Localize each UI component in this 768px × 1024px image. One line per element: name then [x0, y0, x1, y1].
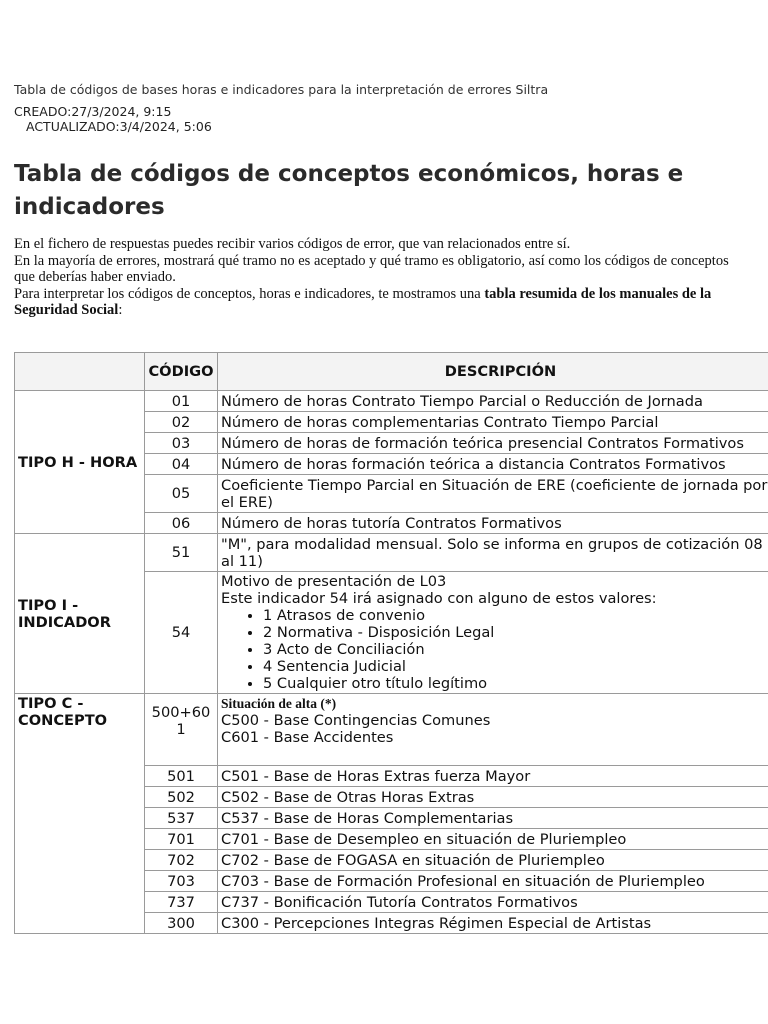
row-code: 01 [145, 391, 218, 412]
article-meta [14, 104, 212, 134]
intro-paragraph-3-end: : [118, 302, 123, 319]
row-description: C501 - Base de Horas Extras fuerza Mayor [218, 766, 768, 787]
row-code: 06 [145, 513, 218, 534]
created-date: CREADO:27/3/2024, 9:15 [14, 104, 172, 119]
row-code: 537 [145, 808, 218, 829]
row-code: 501 [145, 766, 218, 787]
row-description: C702 - Base de FOGASA en situación de Pluriempleo [218, 850, 768, 871]
group-label-concepto: TIPO C - CONCEPTO [15, 694, 145, 934]
header-type [15, 353, 145, 391]
row-description: Número de horas complementarias Contrato Tiempo Parcial [218, 412, 768, 433]
intro-paragraph-3-text: Para interpretar los códigos de conceptos, horas e indicadores, te mostramos una [14, 285, 485, 302]
intro-bold-text: tabla resumida de los manuales de la Seguridad Social [14, 285, 712, 319]
row-description: C701 - Base de Desempleo en situación de Pluriempleo [218, 829, 768, 850]
list-item: • 3 Acto de Conciliación [263, 641, 768, 658]
list-item: • 5 Cualquier otro título legítimo [263, 675, 768, 692]
row-description [218, 572, 768, 694]
row-description: Número de horas tutoría Contratos Formativos [218, 513, 768, 534]
row-description: Número de horas de formación teórica presencial Contratos Formativos [218, 433, 768, 454]
concept-line-1: C500 - Base Contingencias Comunes [221, 712, 491, 729]
row-code: 05 [145, 475, 218, 513]
intro-paragraph-2: En la mayoría de errores, mostrará qué tramo no es aceptado y qué tramo es obligatorio, así como los códigos de conceptos que deberías haber enviado. [14, 252, 729, 286]
header-description: DESCRIPCIÓN [218, 353, 768, 391]
list-item: • 4 Sentencia Judicial [263, 658, 768, 675]
row-description: C537 - Base de Horas Complementarias [218, 808, 768, 829]
concept-line-2: C601 - Base Accidentes [221, 729, 394, 746]
page-title: Tabla de códigos de conceptos económicos, horas e indicadores [14, 161, 684, 220]
row-description: C737 - Bonificación Tutoría Contratos Formativos [218, 892, 768, 913]
row-code: 502 [145, 787, 218, 808]
situation-heading: Situación de alta (*) [221, 696, 337, 711]
intro-paragraph-1: En el fichero de respuestas puedes recibir varios códigos de error, que van relacionados entre sí. [14, 236, 571, 252]
group-label-hora: TIPO H - HORA [15, 391, 145, 534]
indicator-line-1: Motivo de presentación de L03 [221, 573, 447, 590]
header-code: CÓDIGO [145, 353, 218, 391]
row-description: C502 - Base de Otras Horas Extras [218, 787, 768, 808]
intro-text [14, 236, 734, 319]
row-code: 02 [145, 412, 218, 433]
row-code: 702 [145, 850, 218, 871]
row-description: C703 - Base de Formación Profesional en situación de Pluriempleo [218, 871, 768, 892]
intro-paragraph-3 [14, 286, 734, 319]
row-description: Número de horas formación teórica a distancia Contratos Formativos [218, 454, 768, 475]
table-row [15, 694, 768, 766]
list-item: • 2 Normativa - Disposición Legal [263, 624, 768, 641]
row-description: Coeficiente Tiempo Parcial en Situación de ERE (coeficiente de jornada por el ERE) [218, 475, 768, 513]
table-row [15, 391, 768, 412]
row-description [218, 694, 768, 766]
breadcrumb[interactable]: Tabla de códigos de bases horas e indicadores para la interpretación de errores Siltra [14, 82, 549, 97]
codes-table [14, 352, 768, 934]
row-code: 03 [145, 433, 218, 454]
updated-date: ACTUALIZADO:3/4/2024, 5:06 [26, 119, 212, 134]
row-description: "M", para modalidad mensual. Solo se informa en grupos de cotización 08 al 11) [218, 534, 768, 572]
row-code: 51 [145, 534, 218, 572]
row-code: 500+601 [145, 694, 218, 766]
list-item: • 1 Atrasos de convenio [263, 607, 768, 624]
group-label-indicador: TIPO I - INDICADOR [15, 534, 145, 694]
indicator-values-list [221, 607, 768, 692]
row-code: 701 [145, 829, 218, 850]
row-description: Número de horas Contrato Tiempo Parcial o Reducción de Jornada [218, 391, 768, 412]
table-row [15, 534, 768, 572]
row-code: 703 [145, 871, 218, 892]
indicator-line-2: Este indicador 54 irá asignado con alguno de estos valores: [221, 590, 657, 607]
row-code: 54 [145, 572, 218, 694]
row-code: 300 [145, 913, 218, 934]
row-description: C300 - Percepciones Integras Régimen Especial de Artistas [218, 913, 768, 934]
row-code: 737 [145, 892, 218, 913]
row-code: 04 [145, 454, 218, 475]
table-header-row [15, 353, 768, 391]
